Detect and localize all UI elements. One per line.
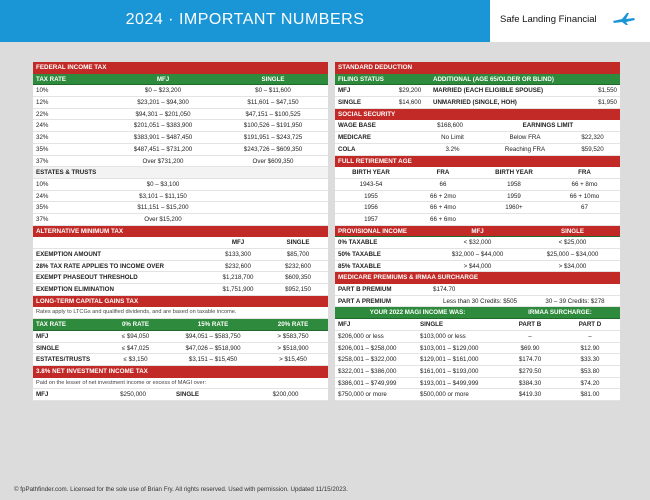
table-row xyxy=(33,191,328,203)
table-cell: EXEMPT PHASEOUT THRESHOLD xyxy=(36,274,138,282)
table-cell: 24% xyxy=(36,122,49,130)
table-row xyxy=(33,261,328,273)
table-cell: $3,101 – $11,150 xyxy=(139,192,187,200)
section-fra xyxy=(335,156,620,168)
table-cell: $384.30 xyxy=(518,379,542,387)
ltcg-rows xyxy=(33,331,328,366)
table-row xyxy=(335,331,620,343)
section-title: SOCIAL SECURITY xyxy=(338,110,396,118)
table-header xyxy=(335,226,620,238)
table-cell: > $15,450 xyxy=(279,356,307,364)
col-header: 15% RATE xyxy=(197,321,229,329)
table-row xyxy=(335,389,620,401)
magi-header xyxy=(335,307,620,319)
table-cell: $386,001 – $749,999 xyxy=(338,379,397,387)
table-cell: $0 – $3,100 xyxy=(146,180,180,188)
col-header: SINGLE xyxy=(286,239,310,247)
table-cell: $322,001 – $386,000 xyxy=(338,367,397,375)
section-federal-income-tax xyxy=(33,62,328,74)
table-cell: 67 xyxy=(581,204,588,212)
table-cell: $191,951 – $243,725 xyxy=(243,134,303,142)
cell: $200,000 xyxy=(272,391,299,399)
table-row xyxy=(335,366,620,378)
table-cell: $11,151 – $15,200 xyxy=(137,204,189,212)
table-cell: 1956 xyxy=(364,204,378,212)
table-cell: $47,151 – $100,525 xyxy=(245,110,301,118)
table-cell: $32,000 – $44,000 xyxy=(451,251,504,258)
table-cell: $59,520 xyxy=(581,145,604,153)
table-cell: ≤ $47,025 xyxy=(121,344,150,352)
table-cell: $168,600 xyxy=(437,122,463,130)
table-cell: > $44,000 xyxy=(463,262,492,270)
table-row xyxy=(335,179,620,191)
left-column xyxy=(33,62,328,401)
table-cell: MFJ xyxy=(36,332,49,340)
table-row xyxy=(335,261,620,273)
table-row xyxy=(33,120,328,132)
table-cell: < $32,000 xyxy=(463,239,492,247)
col-header: SINGLE xyxy=(261,75,285,83)
table-cell: ≤ $3,150 xyxy=(123,356,148,364)
table-row xyxy=(335,354,620,366)
part-a-row xyxy=(335,296,620,308)
table-row xyxy=(335,120,620,132)
table-cell: 66 xyxy=(439,180,447,188)
col-header: BIRTH YEAR xyxy=(495,169,533,177)
table-cell: < $25,000 xyxy=(558,239,587,247)
table-cell: $94,051 – $583,750 xyxy=(185,332,241,340)
estates-title: ESTATES & TRUSTS xyxy=(36,169,97,177)
table-cell: 66 + 2mo xyxy=(430,192,456,200)
table-cell: EXEMPTION ELIMINATION xyxy=(36,286,114,294)
table-cell: $22,320 xyxy=(581,134,604,142)
table-cell: $419.30 xyxy=(518,391,542,399)
table-row xyxy=(335,191,620,203)
col-header: MFJ xyxy=(231,239,245,247)
table-cell: $23,201 – $94,300 xyxy=(137,99,189,107)
table-cell: $1,218,700 xyxy=(222,274,254,282)
table-cell: 10% xyxy=(36,87,49,95)
table-cell: $94,301 – $201,050 xyxy=(135,110,191,118)
table-cell: Reaching FRA xyxy=(504,145,546,153)
estates-rows xyxy=(33,179,328,226)
federal-tax-rows xyxy=(33,85,328,167)
table-row xyxy=(33,179,328,191)
table-cell: UNMARRIED (SINGLE, HOH) xyxy=(433,99,517,107)
col-header: SINGLE xyxy=(560,227,585,235)
table-cell: $85,700 xyxy=(286,251,310,258)
table-header xyxy=(335,319,620,331)
table-cell: 32% xyxy=(36,134,49,142)
table-cell: ≤ $94,050 xyxy=(121,332,150,340)
table-row xyxy=(33,249,328,261)
table-row xyxy=(335,85,620,97)
table-cell: 24% xyxy=(36,192,49,200)
niit-note xyxy=(33,378,328,390)
table-cell: $103,000 or less xyxy=(420,332,466,340)
table-cell: 3.2% xyxy=(445,145,460,153)
table-cell: MFJ xyxy=(338,87,351,95)
col-header: SINGLE xyxy=(420,321,444,329)
header xyxy=(0,0,650,42)
col-header: FRA xyxy=(578,169,591,177)
standard-deduction-rows xyxy=(335,85,620,108)
table-cell: $201,051 – $383,900 xyxy=(133,122,193,130)
table-row xyxy=(335,144,620,156)
col-header: PART B xyxy=(518,321,542,329)
table-row xyxy=(33,354,328,366)
table-header xyxy=(33,74,328,86)
cell: PART B PREMIUM xyxy=(338,286,392,294)
col-header: 0% RATE xyxy=(121,321,150,329)
section-niit xyxy=(33,366,328,378)
table-header xyxy=(33,319,328,331)
social-security-rows xyxy=(335,120,620,155)
col-header: YOUR 2022 MAGI INCOME WAS: xyxy=(369,309,466,317)
table-cell: 85% TAXABLE xyxy=(338,262,381,270)
col-header: FILING STATUS xyxy=(338,75,384,83)
table-cell: $11,601 – $47,150 xyxy=(247,99,299,107)
section-title: FULL RETIREMENT AGE xyxy=(338,157,412,165)
brand-name: Safe Landing Financial xyxy=(500,14,597,25)
ltcg-note xyxy=(33,307,328,319)
table-cell xyxy=(479,214,549,225)
table-cell: WAGE BASE xyxy=(338,122,376,130)
table-cell: $1,550 xyxy=(598,87,617,95)
table-row xyxy=(335,237,620,249)
table-cell: $33.30 xyxy=(580,356,600,364)
table-cell: 22% xyxy=(36,110,49,118)
table-cell: 37% xyxy=(36,157,49,165)
table-cell: Over $15,200 xyxy=(144,215,182,223)
cell: MFJ xyxy=(36,391,49,399)
table-cell: > $34,000 xyxy=(558,262,587,270)
table-cell: $750,000 or more xyxy=(338,391,387,399)
table-cell: 12% xyxy=(36,99,49,107)
table-row xyxy=(33,97,328,109)
col-header: FRA xyxy=(436,169,450,177)
table-cell: $161,001 – $193,000 xyxy=(420,367,479,375)
table-header xyxy=(335,74,620,86)
table-cell: $500,000 or more xyxy=(420,391,469,399)
table-cell: No Limit xyxy=(441,134,464,142)
table-row xyxy=(335,132,620,144)
table-cell: 0% TAXABLE xyxy=(338,239,378,247)
table-cell: 66 + 4mo xyxy=(430,204,456,212)
cell: Less than 30 Credits: $505 xyxy=(443,297,517,305)
table-cell: $174.70 xyxy=(518,356,542,364)
table-row xyxy=(33,132,328,144)
right-column xyxy=(335,62,620,401)
col-header: PART D xyxy=(578,321,602,329)
cell: SINGLE xyxy=(176,391,200,399)
col-header: TAX RATE xyxy=(36,321,67,329)
table-cell: $81.00 xyxy=(580,391,600,399)
table-cell: $1,950 xyxy=(598,99,617,107)
col-header: PROVISIONAL INCOME xyxy=(338,227,407,235)
table-cell: $129,001 – $161,000 xyxy=(420,356,479,364)
table-cell: MARRIED (EACH ELIGIBLE SPOUSE) xyxy=(433,87,544,95)
cell: PART A PREMIUM xyxy=(338,297,392,305)
col-header: BIRTH YEAR xyxy=(352,169,390,177)
table-row xyxy=(33,144,328,156)
note-text: Rates apply to LTCGs and qualified dividends, and are based on taxable income. xyxy=(36,309,237,316)
table-cell: $206,000 or less xyxy=(338,332,384,340)
plane-icon xyxy=(612,12,636,26)
table-cell: COLA xyxy=(338,145,356,153)
col-header: TAX RATE xyxy=(36,75,67,83)
table-cell: 66 + 8mo xyxy=(571,180,598,188)
table-row xyxy=(335,97,620,109)
table-row xyxy=(335,343,620,355)
table-cell: 35% xyxy=(36,145,49,153)
title-bar xyxy=(0,0,490,42)
table-cell: $0 – $23,200 xyxy=(144,87,182,95)
table-cell: 37% xyxy=(36,215,49,223)
table-cell: $14,600 xyxy=(398,99,422,107)
col-header: ADDITIONAL (AGE 65/OLDER OR BLIND) xyxy=(433,75,554,83)
part-b-row xyxy=(335,284,620,296)
table-cell: ESTATES/TRUSTS xyxy=(36,356,91,364)
table-cell: $232,600 xyxy=(285,262,311,270)
table-cell xyxy=(614,120,620,131)
table-row xyxy=(33,156,328,168)
table-cell: $47,026 – $518,900 xyxy=(185,344,241,352)
estates-header xyxy=(33,167,328,179)
col-header: MFJ xyxy=(471,227,484,235)
section-social-security xyxy=(335,109,620,121)
table-cell: $103,001 – $129,000 xyxy=(420,344,479,352)
table-cell xyxy=(549,214,620,225)
table-row xyxy=(33,343,328,355)
cell: $174.70 xyxy=(433,286,456,294)
table-cell: Below FRA xyxy=(509,134,541,142)
section-standard-deduction xyxy=(335,62,620,74)
table-cell: > $583,750 xyxy=(277,332,309,340)
table-cell: – xyxy=(588,332,592,340)
table-cell: $1,751,900 xyxy=(222,286,254,294)
col-header: MFJ xyxy=(338,321,351,329)
table-cell: 1959 xyxy=(507,192,521,200)
note-text: Paid on the lesser of net investment income or excess of MAGI over: xyxy=(36,379,207,386)
table-row xyxy=(335,202,620,214)
table-cell: > $518,900 xyxy=(277,344,309,352)
table-cell: $29,200 xyxy=(398,87,422,95)
table-cell: $74.20 xyxy=(580,379,600,387)
table-row xyxy=(33,109,328,121)
table-cell: $0 – $11,600 xyxy=(255,87,291,95)
table-cell: $25,000 – $34,000 xyxy=(546,251,599,258)
table-cell: $100,526 – $191,950 xyxy=(243,122,303,130)
table-cell: $609,350 xyxy=(285,274,311,282)
table-cell: SINGLE xyxy=(36,344,60,352)
table-cell: $258,001 – $322,000 xyxy=(338,356,397,364)
cell: 30 – 39 Credits: $278 xyxy=(545,297,605,305)
table-cell: $279.50 xyxy=(518,367,542,375)
table-header xyxy=(335,167,620,179)
section-title: LONG-TERM CAPITAL GAINS TAX xyxy=(36,297,139,305)
table-row xyxy=(33,331,328,343)
table-row xyxy=(33,202,328,214)
table-cell: 1957 xyxy=(364,215,378,223)
table-row xyxy=(335,249,620,261)
table-cell: 66 + 10mo xyxy=(569,192,600,200)
section-title: MEDICARE PREMIUMS & IRMAA SURCHARGE xyxy=(338,274,479,282)
table-cell: 50% TAXABLE xyxy=(338,251,381,258)
section-title: 3.8% NET INVESTMENT INCOME TAX xyxy=(36,367,148,375)
table-cell: 28% TAX RATE APPLIES TO INCOME OVER xyxy=(36,262,165,270)
table-cell: 1955 xyxy=(364,192,378,200)
section-title: STANDARD DEDUCTION xyxy=(338,64,413,71)
page-title: 2024 · IMPORTANT NUMBERS xyxy=(125,11,365,28)
table-cell: EARNINGS LIMIT xyxy=(522,122,574,130)
irmaa-rows xyxy=(335,331,620,401)
provisional-rows xyxy=(335,237,620,272)
table-cell: 66 + 6mo xyxy=(430,215,456,223)
table-cell: $383,901 – $487,450 xyxy=(133,134,193,142)
col-header: 20% RATE xyxy=(277,321,309,329)
table-cell: MEDICARE xyxy=(338,134,372,142)
table-row xyxy=(33,284,328,296)
amt-rows xyxy=(33,249,328,296)
table-cell: $952,150 xyxy=(285,286,311,294)
table-cell: $133,300 xyxy=(225,251,251,258)
table-row xyxy=(33,214,328,226)
table-row xyxy=(33,85,328,97)
table-cell: – xyxy=(528,332,532,340)
table-cell: $487,451 – $731,200 xyxy=(133,145,193,153)
fra-rows xyxy=(335,179,620,226)
table-row xyxy=(335,378,620,390)
table-cell: 1943-54 xyxy=(359,180,383,188)
table-cell: $53.80 xyxy=(580,367,600,375)
table-header xyxy=(33,237,328,249)
table-cell: $193,001 – $499,999 xyxy=(420,379,479,387)
table-cell: $232,600 xyxy=(225,262,251,270)
section-amt xyxy=(33,226,328,238)
table-cell: EXEMPTION AMOUNT xyxy=(36,251,102,258)
section-ltcg xyxy=(33,296,328,308)
col-header: IRMAA SURCHARGE: xyxy=(528,309,592,317)
table-cell: Over $731,200 xyxy=(142,157,184,165)
section-title: ALTERNATIVE MINIMUM TAX xyxy=(36,227,124,235)
table-cell: $12.90 xyxy=(580,344,600,352)
table-cell: $206,001 – $258,000 xyxy=(338,344,397,352)
table-row xyxy=(33,272,328,284)
col-header xyxy=(33,237,208,248)
table-cell: SINGLE xyxy=(338,99,362,107)
table-cell: 1960+ xyxy=(505,204,523,212)
table-cell: 1958 xyxy=(507,180,521,188)
footer-copyright: © fpPathfinder.com. Licensed for the sole use of Brian Fry. All rights reserved. Used with permission. Updated 11/15/2023. xyxy=(14,486,348,493)
table-cell: $3,151 – $15,450 xyxy=(188,356,238,364)
table-cell: Over $609,350 xyxy=(252,157,294,165)
section-title: FEDERAL INCOME TAX xyxy=(36,64,107,71)
table-cell: $243,726 – $609,350 xyxy=(243,145,303,153)
table-cell: $69.90 xyxy=(520,344,540,352)
cell: $250,000 xyxy=(120,391,146,399)
table-cell: 10% xyxy=(36,180,49,188)
section-irmaa xyxy=(335,272,620,284)
niit-row xyxy=(33,389,328,401)
table-row xyxy=(335,214,620,226)
table-cell: 35% xyxy=(36,204,49,212)
col-header: MFJ xyxy=(156,75,170,83)
